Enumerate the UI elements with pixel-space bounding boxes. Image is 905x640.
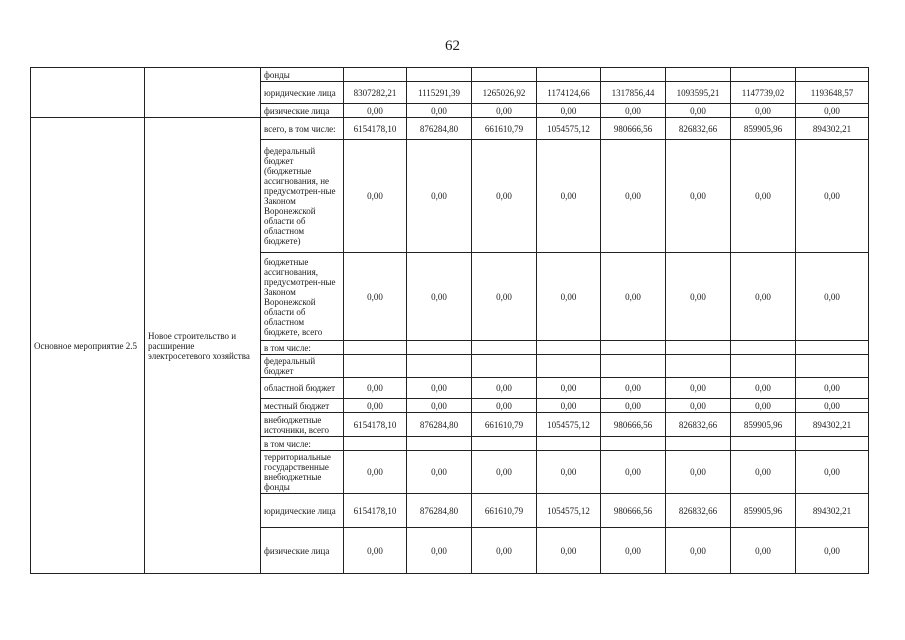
amount-cell: 0,00 bbox=[407, 140, 472, 253]
amount-cell: 0,00 bbox=[344, 399, 407, 413]
amount-cell: 0,00 bbox=[472, 528, 537, 574]
funding-source-label: фонды bbox=[261, 68, 344, 82]
amount-cell: 0,00 bbox=[731, 140, 796, 253]
amount-cell: 0,00 bbox=[796, 378, 869, 399]
amount-cell bbox=[344, 437, 407, 451]
amount-cell: 980666,56 bbox=[601, 494, 666, 528]
amount-cell: 0,00 bbox=[601, 378, 666, 399]
amount-cell bbox=[796, 68, 869, 82]
amount-cell: 0,00 bbox=[666, 140, 731, 253]
amount-cell: 826832,66 bbox=[666, 494, 731, 528]
funding-source-label: федеральный бюджет (бюджетные ассигнования, не предусмотрен-ные Законом Воронежской области об областном бюджете) bbox=[261, 140, 344, 253]
amount-cell: 0,00 bbox=[537, 451, 601, 494]
amount-cell: 0,00 bbox=[472, 399, 537, 413]
amount-cell bbox=[796, 437, 869, 451]
amount-cell bbox=[407, 341, 472, 355]
amount-cell: 0,00 bbox=[731, 378, 796, 399]
funding-source-label: территориальные государственные внебюджетные фонды bbox=[261, 451, 344, 494]
amount-cell bbox=[601, 355, 666, 378]
amount-cell: 1093595,21 bbox=[666, 82, 731, 104]
amount-cell bbox=[537, 341, 601, 355]
amount-cell bbox=[537, 355, 601, 378]
amount-cell: 1265026,92 bbox=[472, 82, 537, 104]
amount-cell: 876284,80 bbox=[407, 413, 472, 437]
amount-cell bbox=[472, 68, 537, 82]
amount-cell bbox=[796, 355, 869, 378]
amount-cell: 661610,79 bbox=[472, 118, 537, 140]
amount-cell bbox=[601, 68, 666, 82]
amount-cell: 0,00 bbox=[344, 528, 407, 574]
funding-source-label: в том числе: bbox=[261, 437, 344, 451]
amount-cell: 0,00 bbox=[472, 140, 537, 253]
amount-cell bbox=[731, 355, 796, 378]
amount-cell bbox=[344, 355, 407, 378]
amount-cell bbox=[344, 341, 407, 355]
amount-cell: 0,00 bbox=[796, 399, 869, 413]
amount-cell: 0,00 bbox=[796, 253, 869, 341]
amount-cell: 0,00 bbox=[796, 140, 869, 253]
amount-cell: 980666,56 bbox=[601, 413, 666, 437]
amount-cell: 0,00 bbox=[796, 528, 869, 574]
amount-cell: 1054575,12 bbox=[537, 118, 601, 140]
amount-cell: 6154178,10 bbox=[344, 413, 407, 437]
funding-source-label: юридические лица bbox=[261, 82, 344, 104]
amount-cell: 0,00 bbox=[344, 104, 407, 118]
amount-cell: 894302,21 bbox=[796, 494, 869, 528]
amount-cell: 0,00 bbox=[472, 378, 537, 399]
amount-cell: 0,00 bbox=[731, 104, 796, 118]
amount-cell: 0,00 bbox=[407, 399, 472, 413]
amount-cell: 8307282,21 bbox=[344, 82, 407, 104]
amount-cell: 980666,56 bbox=[601, 118, 666, 140]
amount-cell: 0,00 bbox=[407, 378, 472, 399]
amount-cell: 6154178,10 bbox=[344, 118, 407, 140]
amount-cell bbox=[666, 341, 731, 355]
amount-cell bbox=[407, 355, 472, 378]
amount-cell: 0,00 bbox=[601, 451, 666, 494]
amount-cell: 0,00 bbox=[407, 528, 472, 574]
amount-cell: 0,00 bbox=[666, 399, 731, 413]
amount-cell: 859905,96 bbox=[731, 413, 796, 437]
amount-cell: 0,00 bbox=[601, 104, 666, 118]
amount-cell: 0,00 bbox=[407, 253, 472, 341]
amount-cell: 0,00 bbox=[731, 451, 796, 494]
page-number: 62 bbox=[445, 38, 460, 54]
amount-cell bbox=[472, 355, 537, 378]
amount-cell: 0,00 bbox=[666, 104, 731, 118]
amount-cell bbox=[472, 437, 537, 451]
amount-cell: 0,00 bbox=[537, 378, 601, 399]
funding-source-label: бюджетные ассигнования, предусмотрен-ные Законом Воронежской области об областном бюджете, всего bbox=[261, 253, 344, 341]
amount-cell: 1115291,39 bbox=[407, 82, 472, 104]
amount-cell: 0,00 bbox=[407, 451, 472, 494]
amount-cell: 0,00 bbox=[601, 528, 666, 574]
amount-cell bbox=[666, 355, 731, 378]
amount-cell: 0,00 bbox=[472, 253, 537, 341]
table-row bbox=[31, 118, 869, 140]
amount-cell: 0,00 bbox=[666, 451, 731, 494]
amount-cell: 0,00 bbox=[537, 528, 601, 574]
amount-cell: 876284,80 bbox=[407, 494, 472, 528]
amount-cell: 1174124,66 bbox=[537, 82, 601, 104]
funding-source-label: в том числе: bbox=[261, 341, 344, 355]
amount-cell: 0,00 bbox=[666, 528, 731, 574]
funding-source-label: федеральный бюджет bbox=[261, 355, 344, 378]
amount-cell: 0,00 bbox=[731, 528, 796, 574]
amount-cell: 826832,66 bbox=[666, 118, 731, 140]
amount-cell: 0,00 bbox=[344, 451, 407, 494]
amount-cell: 0,00 bbox=[796, 451, 869, 494]
title-cell: Новое строительство и расширение электросетевого хозяйства bbox=[145, 118, 261, 574]
amount-cell: 0,00 bbox=[731, 253, 796, 341]
amount-cell: 0,00 bbox=[344, 253, 407, 341]
funding-source-label: юридические лица bbox=[261, 494, 344, 528]
amount-cell: 6154178,10 bbox=[344, 494, 407, 528]
measure-cell: Основное мероприятие 2.5 bbox=[31, 118, 145, 574]
amount-cell: 0,00 bbox=[666, 378, 731, 399]
amount-cell: 0,00 bbox=[731, 399, 796, 413]
amount-cell: 0,00 bbox=[537, 140, 601, 253]
amount-cell: 894302,21 bbox=[796, 413, 869, 437]
amount-cell bbox=[344, 68, 407, 82]
amount-cell: 0,00 bbox=[344, 378, 407, 399]
previous-measure-rows bbox=[31, 68, 869, 118]
amount-cell: 0,00 bbox=[472, 104, 537, 118]
amount-cell: 0,00 bbox=[601, 140, 666, 253]
amount-cell: 661610,79 bbox=[472, 413, 537, 437]
measure-cell bbox=[31, 68, 145, 118]
funding-source-label: всего, в том числе: bbox=[261, 118, 344, 140]
funding-source-label: внебюджетные источники, всего bbox=[261, 413, 344, 437]
title-cell bbox=[145, 68, 261, 118]
budget-table bbox=[30, 67, 869, 574]
funding-source-label: физические лица bbox=[261, 528, 344, 574]
amount-cell: 0,00 bbox=[537, 399, 601, 413]
amount-cell: 0,00 bbox=[407, 104, 472, 118]
amount-cell bbox=[666, 68, 731, 82]
amount-cell: 0,00 bbox=[537, 253, 601, 341]
amount-cell: 0,00 bbox=[601, 399, 666, 413]
amount-cell: 1147739,02 bbox=[731, 82, 796, 104]
amount-cell: 661610,79 bbox=[472, 494, 537, 528]
amount-cell bbox=[601, 437, 666, 451]
funding-source-label: физические лица bbox=[261, 104, 344, 118]
amount-cell: 876284,80 bbox=[407, 118, 472, 140]
amount-cell: 0,00 bbox=[666, 253, 731, 341]
amount-cell: 0,00 bbox=[601, 253, 666, 341]
amount-cell: 1317856,44 bbox=[601, 82, 666, 104]
measure-2-5-rows bbox=[31, 118, 869, 574]
amount-cell bbox=[601, 341, 666, 355]
amount-cell bbox=[407, 68, 472, 82]
amount-cell bbox=[796, 341, 869, 355]
amount-cell: 1054575,12 bbox=[537, 413, 601, 437]
amount-cell: 859905,96 bbox=[731, 494, 796, 528]
amount-cell: 859905,96 bbox=[731, 118, 796, 140]
amount-cell bbox=[666, 437, 731, 451]
amount-cell: 0,00 bbox=[472, 451, 537, 494]
table-row bbox=[31, 68, 869, 82]
amount-cell bbox=[537, 437, 601, 451]
amount-cell: 894302,21 bbox=[796, 118, 869, 140]
amount-cell: 1193648,57 bbox=[796, 82, 869, 104]
amount-cell bbox=[731, 68, 796, 82]
amount-cell bbox=[407, 437, 472, 451]
amount-cell bbox=[472, 341, 537, 355]
amount-cell bbox=[537, 68, 601, 82]
funding-source-label: местный бюджет bbox=[261, 399, 344, 413]
amount-cell: 826832,66 bbox=[666, 413, 731, 437]
amount-cell bbox=[731, 437, 796, 451]
amount-cell: 0,00 bbox=[796, 104, 869, 118]
amount-cell bbox=[731, 341, 796, 355]
amount-cell: 0,00 bbox=[344, 140, 407, 253]
amount-cell: 1054575,12 bbox=[537, 494, 601, 528]
amount-cell: 0,00 bbox=[537, 104, 601, 118]
funding-source-label: областной бюджет bbox=[261, 378, 344, 399]
